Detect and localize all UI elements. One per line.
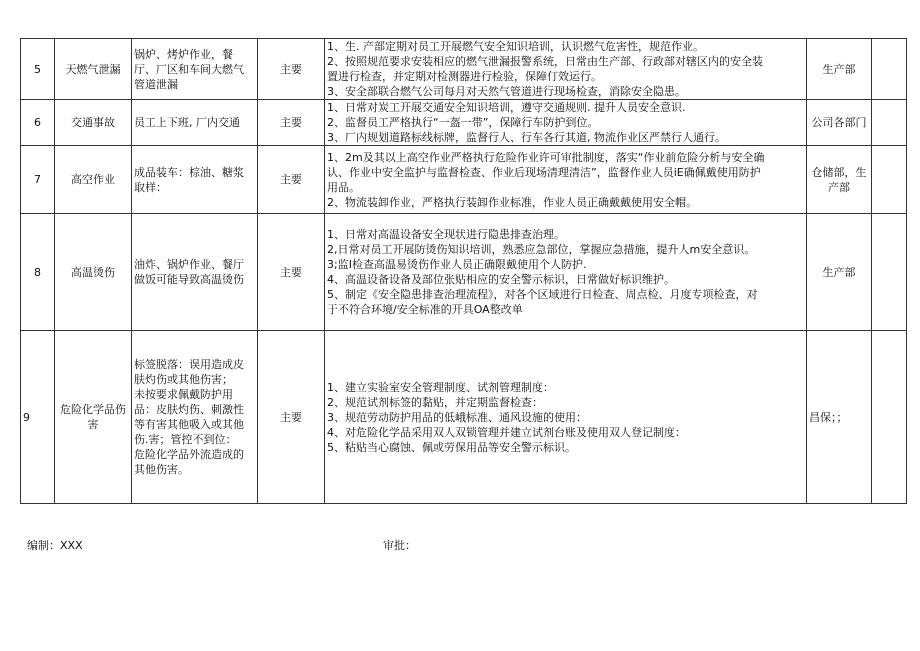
risk-source-line: 危险化学品外流造成的 bbox=[134, 448, 244, 461]
risk-name: 高空作业 bbox=[55, 146, 132, 214]
table-row bbox=[21, 214, 907, 331]
measure-line: 于不符合环境/安全标准的开具OA整改单 bbox=[327, 303, 523, 316]
row-number: 6 bbox=[21, 100, 55, 146]
risk-source-line: 品：皮肤灼伤、刺激性 bbox=[134, 403, 244, 416]
remarks-cell bbox=[872, 100, 907, 146]
control-measures bbox=[325, 100, 807, 146]
table-row bbox=[21, 331, 907, 504]
table-row bbox=[21, 100, 907, 146]
control-measures bbox=[325, 214, 807, 331]
risk-level: 主要 bbox=[258, 214, 325, 331]
measure-line: 1、建立实验室安全管理制度、试剂管理制度： bbox=[327, 380, 554, 394]
risk-source-line: 肤灼伤或其他伤害； bbox=[134, 373, 233, 386]
measure-line: 3、安全部联合燃气公司每月对天然气管道进行现场检查，消除安全隐患。 bbox=[327, 85, 686, 98]
row-number: 9 bbox=[21, 331, 55, 504]
risk-source-line: 标签脱落：误用造成皮 bbox=[134, 358, 244, 371]
measure-line: 置进行检查，并定期对检测器进行检验，保障仃效运行。 bbox=[327, 70, 602, 83]
measure-line: 3、厂内规划道路标线标牌，监督行人、行车各行其道, 物流作业区严禁行人通行。 bbox=[327, 131, 726, 144]
measure-line: 2,日常对员工开展防烫伤知识培训，熟悉应急部位，掌握应急措施，提升人m安全意识。 bbox=[327, 243, 756, 256]
risk-source-line: 等有害其他吸入或其他 bbox=[134, 418, 244, 431]
risk-name bbox=[55, 331, 132, 504]
measure-line: 2、规范试剂标签的黏贴，并定期监督检查： bbox=[327, 395, 543, 409]
responsible-dept: 昌保；； bbox=[807, 331, 872, 504]
risk-source-line: 油炸、锅炉作业、餐厅 bbox=[134, 258, 244, 271]
dept-line: 仓储部，生 bbox=[811, 165, 867, 179]
dept-line: 产部 bbox=[828, 180, 850, 194]
risk-source bbox=[132, 214, 258, 331]
row-number: 7 bbox=[21, 146, 55, 214]
remarks-cell bbox=[872, 331, 907, 504]
risk-name: 高温烫伤 bbox=[55, 214, 132, 331]
measure-line: 2、物流装卸作业，严格执行装卸作业标准，作业人员正确戴戴使用安全帽。 bbox=[327, 195, 697, 209]
measure-line: 1、生. 产部定期对员工开展燃气安全知识培训，认识燃气危害性，规范作业。 bbox=[327, 40, 704, 53]
responsible-dept: 生产部 bbox=[807, 214, 872, 331]
row-number: 5 bbox=[21, 39, 55, 100]
measure-line: 3、规范劳动防护用品的低峨标准、通风设施的使用： bbox=[327, 410, 587, 424]
risk-name: 天燃气泄漏 bbox=[55, 39, 132, 100]
responsible-dept bbox=[807, 146, 872, 214]
risk-level: 主要 bbox=[258, 331, 325, 504]
measure-line: 1、2m及其以上高空作业严格执行危险作业许可审批制度，落实“作业前危险分析与安全确 bbox=[327, 150, 765, 164]
remarks-cell bbox=[872, 146, 907, 214]
control-measures bbox=[325, 146, 807, 214]
responsible-dept: 公司各部门 bbox=[807, 100, 872, 146]
table-row bbox=[21, 39, 907, 100]
risk-source bbox=[132, 100, 258, 146]
remarks-cell bbox=[872, 214, 907, 331]
responsible-dept: 生产部 bbox=[807, 39, 872, 100]
measure-line: 用品。 bbox=[327, 180, 360, 194]
risk-name-line: 危险化学品伤 bbox=[60, 403, 126, 416]
measure-line: 2、按照规范要求安装相应的燃气泄漏报警系统，日常由生产部、行政部对辖区内的安全装 bbox=[327, 55, 763, 68]
risk-source-line: 伤.害；管控不到位： bbox=[134, 433, 237, 446]
measure-line: 5、制定《安全隐患排查治理流程》，对各个区域进行日检查、周点检、月度专项检查，对 bbox=[327, 288, 758, 301]
row-number: 8 bbox=[21, 214, 55, 331]
measure-line: 3;监I检查高温易烫伤作业人员正确限戴使用个人防护. bbox=[327, 258, 587, 271]
measure-line: 5、粘贴当心腐蚀、佩或劳保用品等安全警示标识。 bbox=[327, 440, 576, 454]
table-row bbox=[21, 146, 907, 214]
measure-line: 1、日常对炭工开展交通安全知识培训，遵守交通规则. 提升人员安全意识. bbox=[327, 101, 686, 114]
risk-source-line: 管道泄漏 bbox=[134, 77, 178, 91]
risk-source bbox=[132, 39, 258, 100]
risk-source bbox=[132, 331, 258, 504]
measure-line: 认、作业中安全监护与监督检查、作业后现场清理清洁”，监督作业人员iE确佩戴使用防护 bbox=[327, 165, 761, 179]
remarks-cell bbox=[872, 39, 907, 100]
risk-source-line: 取样： bbox=[134, 180, 167, 194]
risk-source-line: 未按要求佩戴防护用 bbox=[134, 388, 233, 401]
risk-level: 主要 bbox=[258, 39, 325, 100]
reviewer-label: 审批： bbox=[383, 539, 416, 552]
risk-control-table bbox=[20, 38, 907, 504]
control-measures bbox=[325, 39, 807, 100]
risk-source bbox=[132, 146, 258, 214]
risk-name-line: 害 bbox=[87, 418, 99, 431]
risk-source-line: 厅、厂区和车间大燃气 bbox=[134, 62, 244, 76]
risk-name: 交通事故 bbox=[55, 100, 132, 146]
control-measures bbox=[325, 331, 807, 504]
risk-source-line: 其他伤害。 bbox=[134, 463, 189, 476]
measure-line: 2、监督员工严格执行“一盔一带”，保障行车防护到位。 bbox=[327, 116, 599, 129]
risk-level: 主要 bbox=[258, 100, 325, 146]
measure-line: 1、日常对高温设备安全现状进行隐患排查治理。 bbox=[327, 228, 565, 241]
measure-line: 4、高温设备设备及部位张贴相应的安全警示标识，日常做好标识维护。 bbox=[327, 273, 675, 286]
risk-source-line: 锅炉、烤炉作业，餐 bbox=[134, 47, 233, 61]
risk-source-line: 成品装车：棕油、糖浆 bbox=[134, 165, 244, 179]
compiler-label: 编制：XXX bbox=[27, 539, 83, 552]
measure-line: 4、对危险化学品采用双人双锁管理并建立试剂台账及使用双人登记制度： bbox=[327, 425, 686, 439]
risk-source-line: 员工上下班, 厂内交通 bbox=[134, 116, 240, 129]
risk-source-line: 做饭可能导致高温烫伤 bbox=[134, 273, 244, 286]
risk-level: 主要 bbox=[258, 146, 325, 214]
